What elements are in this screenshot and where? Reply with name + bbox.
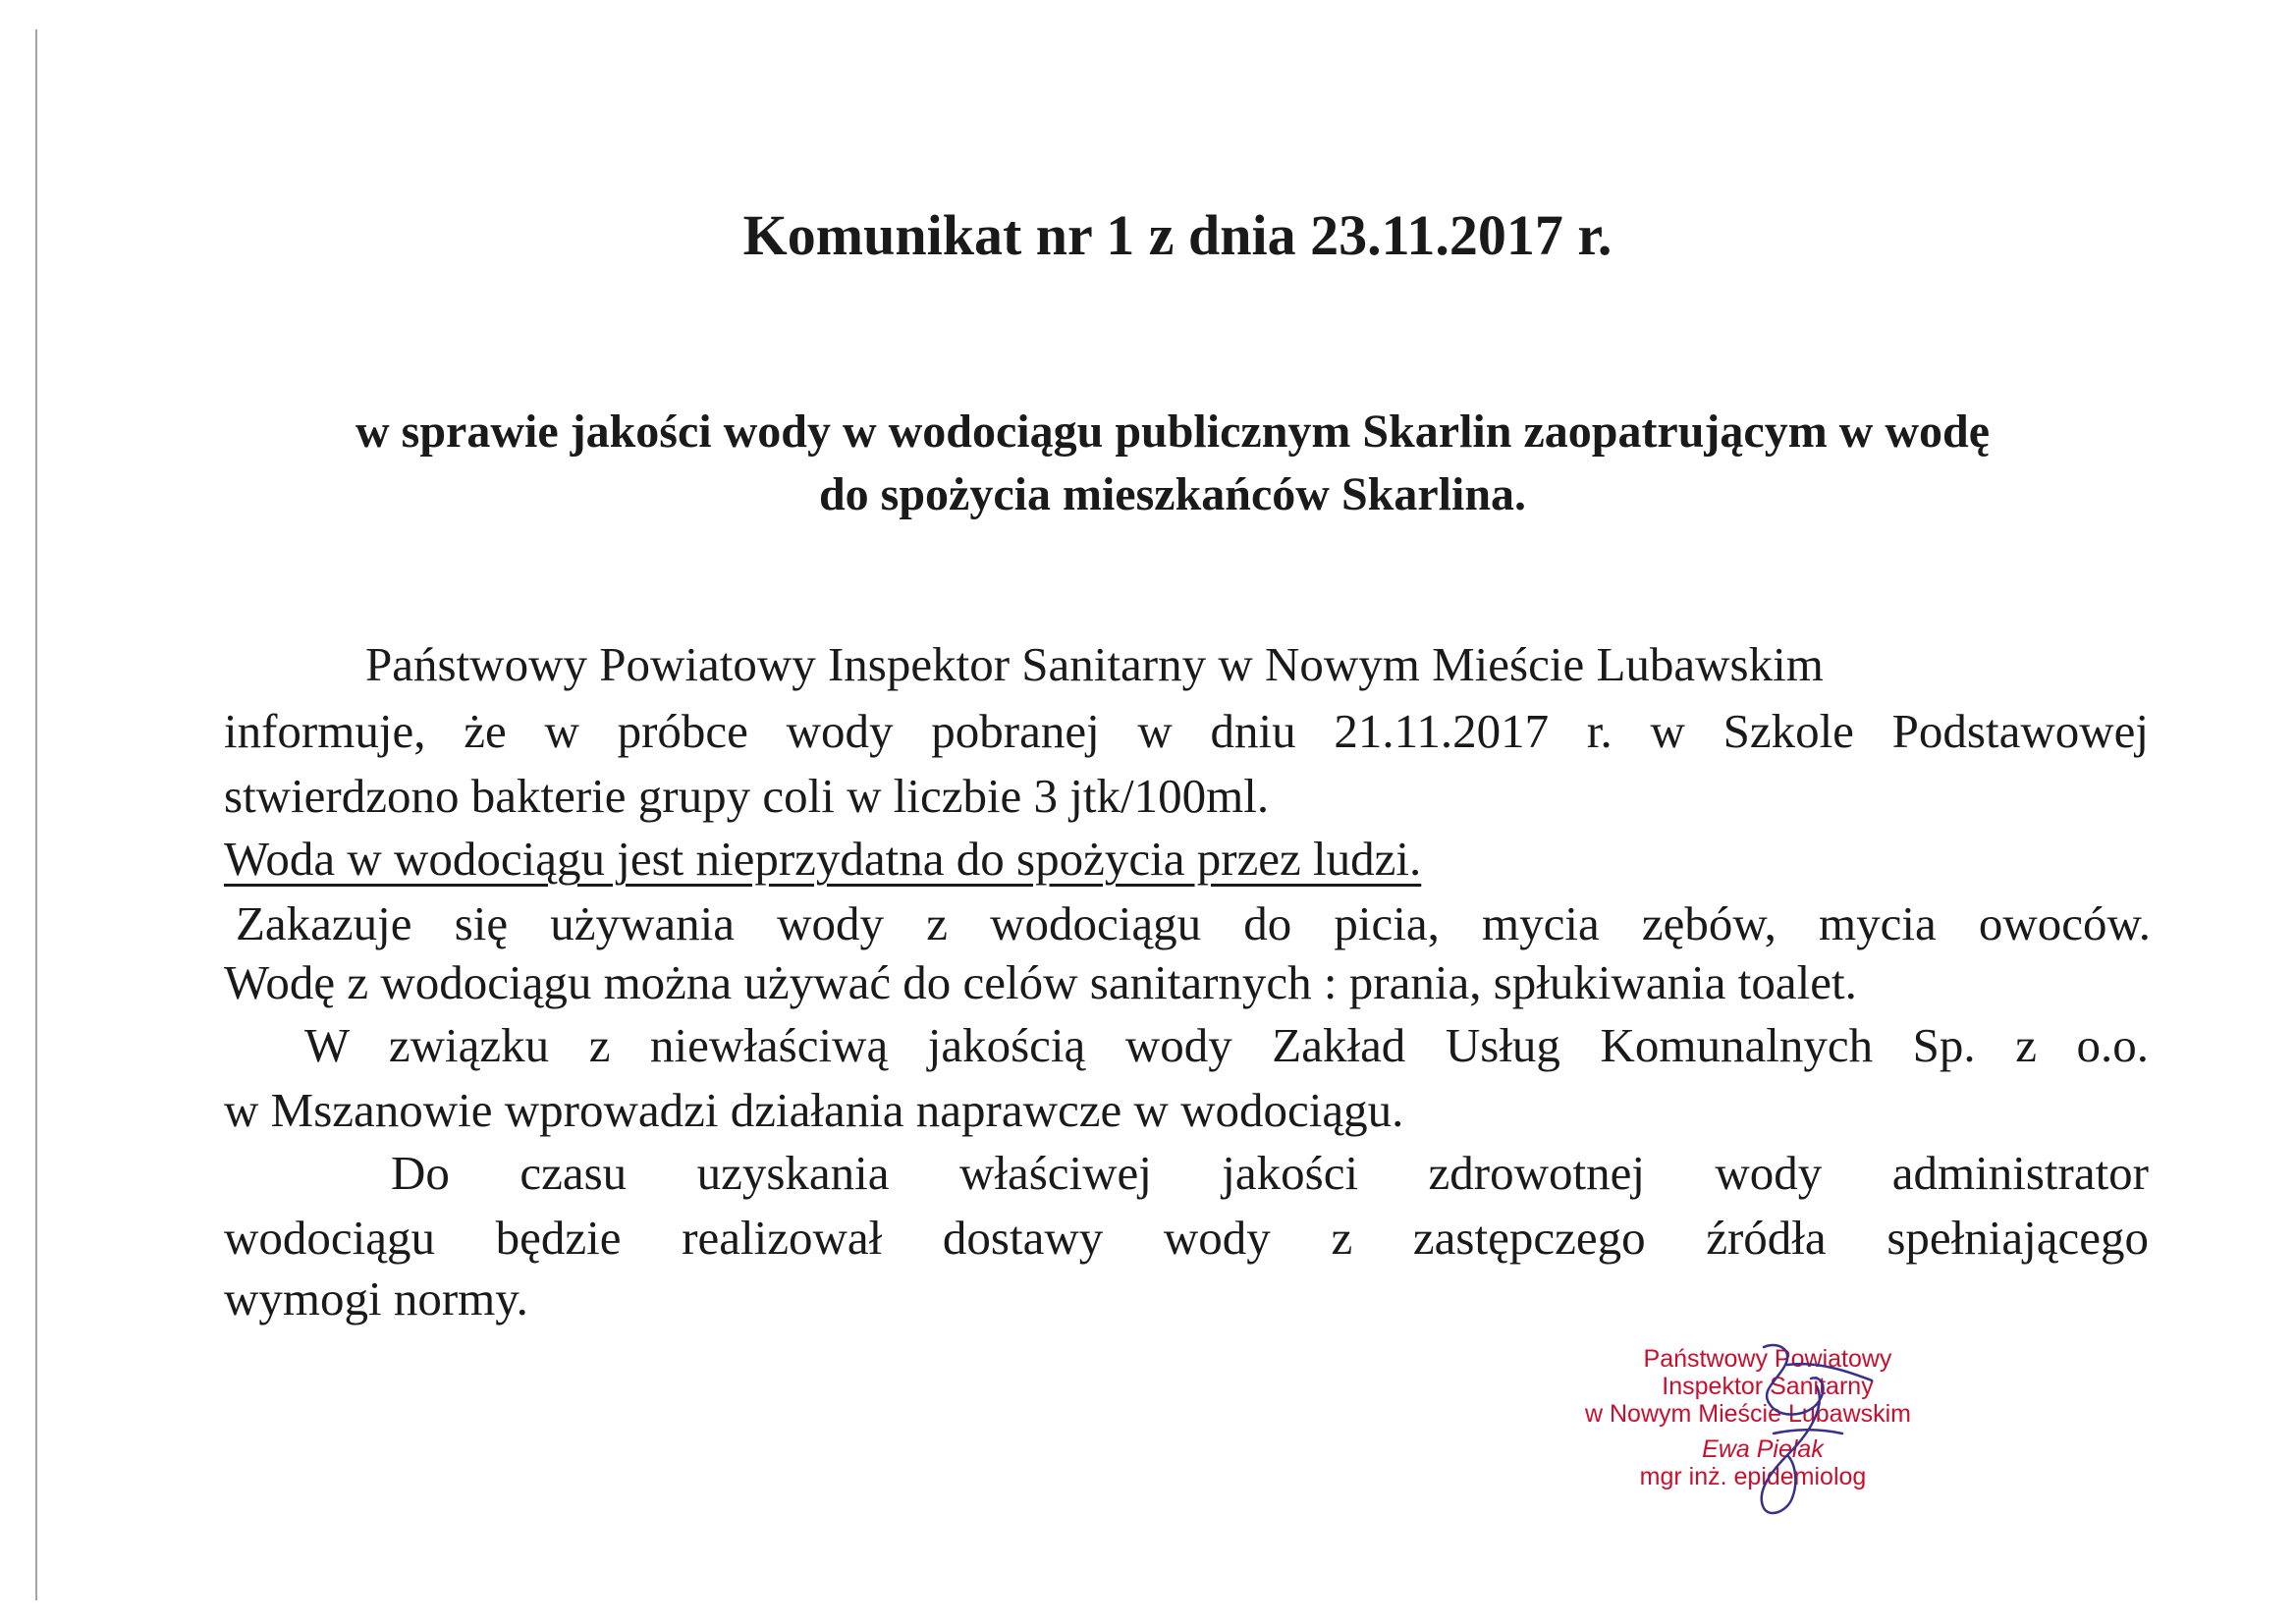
warning-line [224,827,2149,892]
stamp-role: mgr inż. epidemiolog [1639,1463,1867,1490]
subject-line-1: w sprawie jakości wody w wodociągu publicznym Skarlin zaopatrującym w wodę [355,406,1991,458]
body-line: wodociągu będzie realizował dostawy wody z zastępczego źródła spełniającego [224,1211,2149,1265]
body-line: Do czasu uzyskania właściwej jakości zdrowotnej wody administrator [391,1146,2149,1200]
body-line: wymogi normy. [224,1271,528,1325]
stamp-line-1: Państwowy Powiatowy [1643,1345,1892,1373]
stamp-line-2: Inspektor Sanitarny [1662,1373,1874,1400]
body-line: stwierdzono bakterie grupy coli w liczbie 3 jtk/100ml. [224,769,1270,823]
subject-line-2: do spożycia mieszkańców Skarlina. [818,468,1527,520]
document-subject [0,401,2296,526]
stamp-line-3: w Nowym Mieście Lubawskim [1584,1400,1912,1428]
handwritten-signature [1669,1335,1905,1532]
body-line: Państwowy Powiatowy Inspektor Sanitarny w Nowym Mieście Lubawskim [365,637,1824,691]
body-line: W związku z niewłaściwą jakością wody Zakład Usług Komunalnych Sp. z o.o. [304,1018,2149,1072]
warning-text: Woda w wodociągu jest nieprzydatna do spożycia przez ludzi. [224,832,1422,886]
stamp-name: Ewa Pielak [1702,1435,1824,1463]
body-line: Wodę z wodociągu można używać do celów sanitarnych : prania, spłukiwania toalet. [224,955,1857,1009]
body-line: informuje, że w próbce wody pobranej w dniu 21.11.2017 r. w Szkole Podstawowej [224,704,2149,758]
document-title: Komunikat nr 1 z dnia 23.11.2017 r. [742,203,1613,267]
body-line: w Mszanowie wprowadzi działania naprawcze w wodociągu. [224,1083,1404,1137]
body-line: Zakazuje się używania wody z wodociągu do picia, mycia zębów, mycia owoców. [236,896,2151,950]
